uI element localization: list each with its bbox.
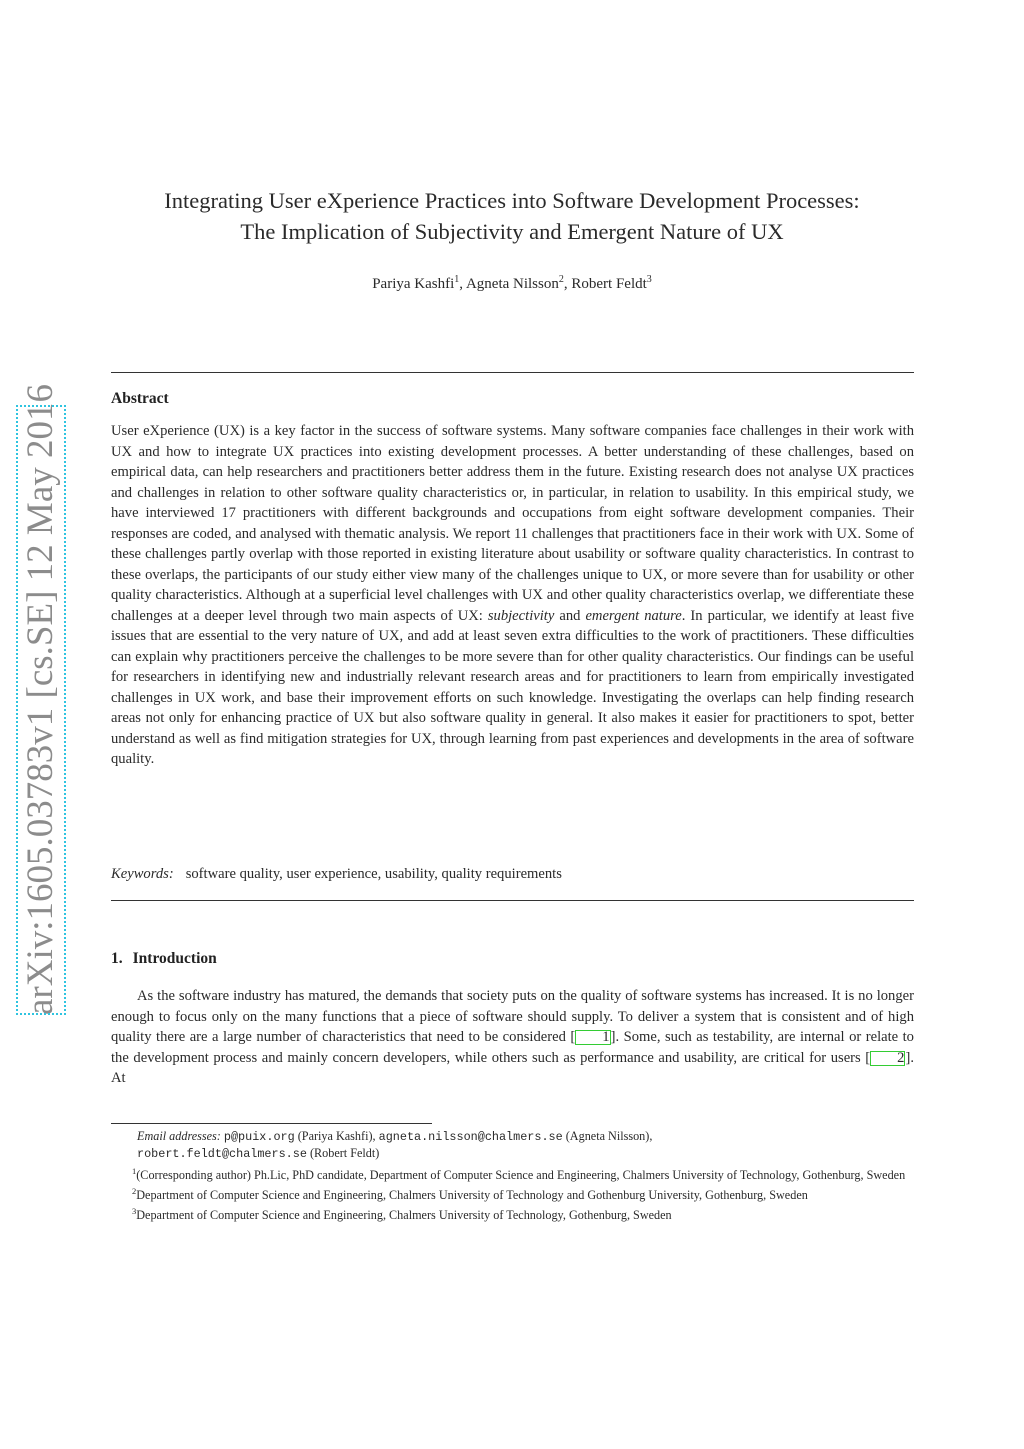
abstract-text — [111, 421, 914, 770]
email-link[interactable]: robert.feldt@chalmers.se — [137, 1147, 307, 1162]
email-owner: (Robert Feldt) — [309, 1146, 380, 1161]
section-number: 1. — [111, 950, 123, 967]
email-label: Email addresses: — [137, 1129, 221, 1143]
footnotes — [111, 1128, 914, 1224]
author-name: Agneta Nilsson — [465, 276, 559, 292]
title-line-2: The Implication of Subjectivity and Emergent Nature of UX — [240, 219, 784, 244]
footnote-text: Department of Computer Science and Engineering, Chalmers University of Technology and Gothenburg University, Gothenburg, Sweden — [136, 1188, 808, 1203]
section-title: Introduction — [132, 950, 217, 967]
abstract-and: and — [559, 607, 581, 624]
keywords — [111, 864, 914, 884]
footnote-3 — [111, 1203, 914, 1223]
abstract-top-rule — [111, 372, 914, 373]
footnote-mark: 1 — [132, 1165, 137, 1176]
footnote-text: Department of Computer Science and Engineering, Chalmers University of Technology, Gothenburg, Sweden — [136, 1208, 672, 1223]
introduction-paragraph: As the software industry has matured, the demands that society puts on the quality of software systems has increased. It is no longer enough to focus only on the many functions that a piece of software should supply. To deliver a system that is consistent and of high quality there are a large number of characteristics that need to be considered [ 1]. Some, such as testability, are internal or relate to the development process and mainly concern developers, while others such as performance and usability, are critical for users [ 2]. At — [111, 988, 914, 1086]
intro-text-3: . At — [111, 1049, 914, 1086]
footnote-mark: 2 — [132, 1185, 137, 1196]
author-mark: 3 — [646, 274, 652, 285]
footnote-2 — [111, 1183, 914, 1203]
email-link[interactable]: agneta.nilsson@chalmers.se — [378, 1130, 563, 1144]
email-owner: (Agneta Nilsson), — [565, 1129, 653, 1143]
abstract-part-2: . In particular, we identify at least five issues that are essential to the very nature of UX, and add at least seven extra difficulties to the work of practitioners. These difficulties can explain why practitioners perceive the challenges to be more severe than for other quality characteristics. Our findings can be useful for researchers in identifying new and industrially relevant research areas and for practitioners to learn from empirically investigated challenges in UX work, and base their improvement efforts on such knowledge. Investigating the overlaps can help finding research areas not only for enhancing practice of UX but also software quality in general. It also makes it easier for practitioners to spot, better understand as well as find mitigation strategies for UX, through learning from past experiences and developments in the area of software quality. — [111, 607, 914, 767]
abstract-heading: Abstract — [111, 390, 169, 407]
paper-title — [60, 185, 964, 247]
citation-link[interactable]: 2 — [870, 1051, 905, 1066]
author-name: Robert Feldt — [571, 276, 647, 292]
intro-text-2: . Some, such as testability, are internal or relate to the development process and mainly concern developers, while others such as performance and usability, are critical for users — [111, 1029, 914, 1066]
title-line-1: Integrating User eXperience Practices into Software Development Processes: — [164, 188, 860, 213]
intro-text-1: As the software industry has matured, the demands that society puts on the quality of software systems has increased. It is no longer enough to focus only on the many functions that a piece of software should supply. To deliver a system that is consistent and of high quality there are a large number of characteristics that need to be considered — [111, 988, 914, 1045]
footnote-emails — [111, 1128, 914, 1163]
abstract-emphasis-subjectivity: subjectivity — [487, 607, 555, 624]
footnote-rule — [111, 1123, 432, 1124]
email-owner: (Pariya Kashfi), — [297, 1129, 376, 1143]
footnote-text: (Corresponding author) Ph.Lic, PhD candidate, Department of Computer Science and Engineering, Chalmers University of Technology, Gothenburg, Sweden — [136, 1167, 906, 1182]
author-name: Pariya Kashfi — [372, 276, 455, 292]
author-mark: 1 — [454, 274, 460, 285]
section-heading-introduction — [111, 950, 217, 968]
email-link[interactable]: p@puix.org — [223, 1130, 295, 1144]
author-mark: 2 — [558, 274, 564, 285]
arxiv-stamp: arXiv:1605.03783v1 [cs.SE] 12 May 2016 — [16, 405, 66, 1015]
keywords-label: Keywords: — [111, 866, 174, 882]
abstract-part-1: User eXperience (UX) is a key factor in the success of software systems. Many software companies face challenges in their work with UX and how to integrate UX practices into existing development processes. A better understanding of these challenges, based on empirical data, can help researchers and practitioners better address them in the future. Existing research does not analyse UX practices and challenges in relation to other software quality characteristics or, in particular, in relation to usability. In this empirical study, we have interviewed 17 practitioners with different backgrounds and occupations from eight software development companies. Their responses are coded, and analysed with thematic analysis. We report 11 challenges that practitioners face in their work with UX. Some of these challenges partly overlap with those reported in existing literature about usability or software quality characteristics. In contrast to these overlaps, the participants of our study either view many of the challenges unique to UX, or more severe than for usability or other quality characteristics. Although at a superficial level challenges with UX and other quality characteristics overlap, we differentiate these challenges at a deeper level through two main aspects of UX: — [111, 423, 914, 624]
author-list: Pariya Kashfi$^1$, Agneta Nilsson$^2$, Robert Feldt$^3$ — [372, 274, 652, 292]
footnote-mark: 3 — [132, 1206, 137, 1217]
abstract-emphasis-emergent: emergent nature — [585, 607, 682, 624]
citation-link[interactable]: 1 — [575, 1030, 610, 1045]
footnote-1 — [111, 1163, 914, 1183]
keywords-values: software quality, user experience, usability, quality requirements — [185, 866, 562, 882]
abstract-bottom-rule — [111, 900, 914, 901]
